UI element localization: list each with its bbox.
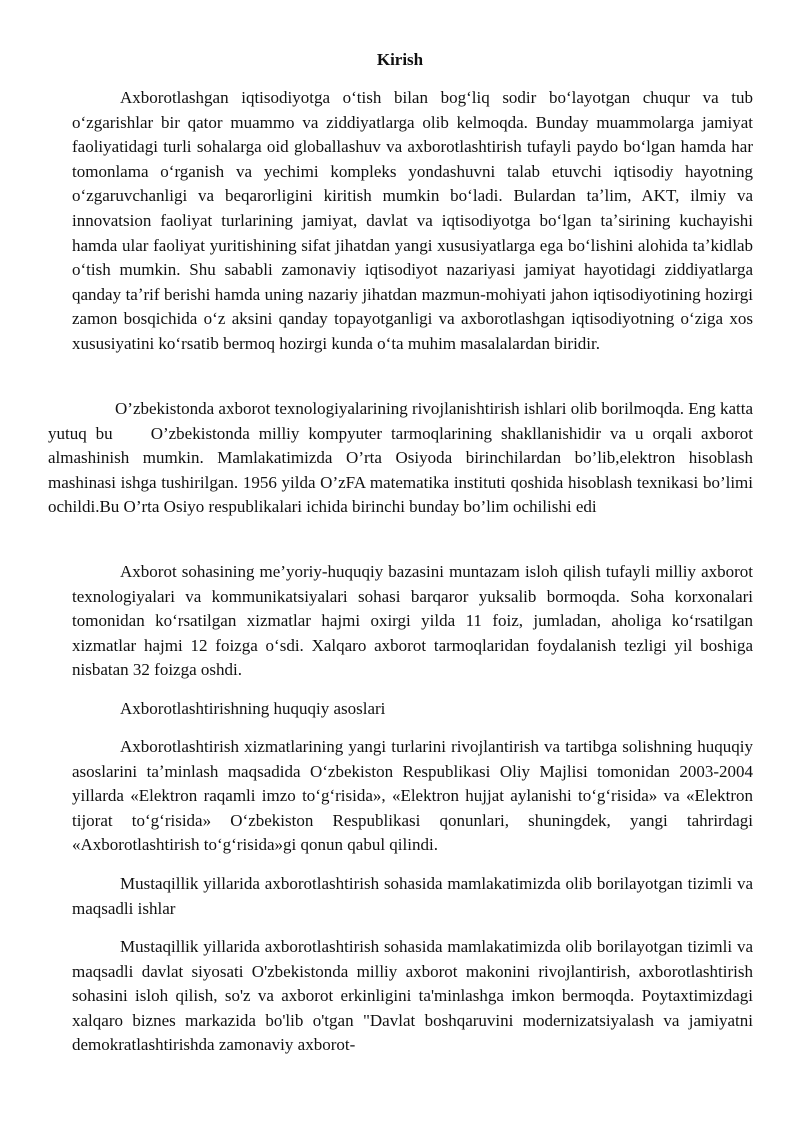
paragraph-uzbekistan-it <box>48 397 753 520</box>
paragraph-uzbekistan-it-part2: O’zbekistonda milliy kompyuter tarmoqlarining shakllanishidir va u orqali axborot almashinish mumkin. Mamlakatimizda O’rta Osiyoda birinchilardan bo’lib,elektron hisoblash mashinasi ishga tushirilgan. 1956 yilda O’zFA matematika instituti qoshida hisoblash texnikasi bo’limi ochildi.Bu O’rta Osiyo respublikalari ichida birinchi bunday bo’lim ochilishi edi <box>48 423 753 517</box>
paragraph-independence-work: Mustaqillik yillarida axborotlashtirish sohasida mamlakatimizda olib borilayotgan tizimli va maqsadli ishlar <box>72 874 753 918</box>
paragraph-laws: Axborotlashtirish xizmatlarining yangi turlarini rivojlantirish va tartibga solishning huquqiy asoslarini taʼminlash maqsadida Oʻzbekiston Respublikasi Oliy Majlisi tomonidan 2003-2004 yillarda «Elektron raqamli imzo toʻgʻrisida», «Elektron hujjat aylanishi toʻgʻrisida» va «Elektron tijorat toʻgʻrisida» Oʻzbekiston Respublikasi qonunlari, shuningdek, yangi tahrirdagi «Axborotlashtirish toʻgʻrisida»gi qonun qabul qilindi. <box>72 737 753 855</box>
paragraph-intro: Axborotlashgan iqtisodiyotga oʻtish bilan bogʻliq sodir boʻlayotgan chuqur va tub oʻzgarishlar bir qator muammo va ziddiyatlarga olib kelmoqda. Bunday muammolarga jamiyat faoliyatidagi turli sohalarga oid globallashuv va axborotlashtirish tufayli paydo boʻlgan hamda har tomonlama oʻrganish va yechimi kompleks yondashuvni talab etuvchi iqtisodiy hayotning oʻzgaruvchanligi va beqarorligini kiritish mumkin boʻladi. Bulardan taʼlim, AKT, ilmiy va innovatsion faoliyat turlarining jamiyat, davlat va iqtisodiyotga boʻlgan taʼsirining kuchayishi hamda ular faoliyat yuritishining sifat jihatdan yangi xususiyatlarga ega boʻlishini alohida taʼkidlab oʻtish mumkin. Shu sababli zamonaviy iqtisodiyot nazariyasi jamiyat hayotidagi ziddiyatlarga qanday taʼrif berishi hamda uning nazariy jihatdan mazmun-mohiyati jahon iqtisodiyotining hozirgi zamon bosqichida oʻz aksini qanday topayotganligi va axborotlashgan iqtisodiyotning oʻziga xos xususiyatini koʻrsatib bermoq hozirgi kunda oʻta muhim masalalardan biridir. <box>72 88 753 353</box>
paragraph-heading-legal-foundations: Axborotlashtirishning huquqiy asoslari <box>120 699 386 718</box>
document-title: Kirish <box>376 50 424 69</box>
paragraph-uzbekistan-it-part1: O’zbekistonda axborot texnologiyalarining rivojlanishtirish ishlari olib borilmoqda. Eng katta yutuq bu <box>48 399 753 443</box>
paragraph-legal-base: Axborot sohasining me’yoriy-huquqiy bazasini muntazam isloh qilish tufayli milliy axborot texnologiyalari va kommunikatsiyalari sohasi barqaror yuksalib bormoqda. Soha korxonalari tomonidan koʻrsatilgan xizmatlar hajmi oxirgi yilda 11 foiz, jumladan, aholiga koʻrsatilgan xizmatlar hajmi 12 foizga oʻsdi. Xalqaro axborot tarmoqlaridan foydalanish tezligi yil boshiga nisbatan 32 foizga oshdi. <box>72 562 753 680</box>
paragraph-state-policy: Mustaqillik yillarida axborotlashtirish sohasida mamlakatimizda olib borilayotgan tizimli va maqsadli davlat siyosati O'zbekistonda milliy axborot makonini rivojlantirish, axborotlashtirish sohasini isloh qilish, so'z va axborot erkinligini ta'minlashga imkon bermoqda. Poytaxtimizdagi xalqaro biznes markazida bo'lib o'tgan "Davlat boshqaruvini modernizatsiyalash va jamiyatni demokratlashtirishda zamonaviy axborot- <box>72 937 753 1055</box>
